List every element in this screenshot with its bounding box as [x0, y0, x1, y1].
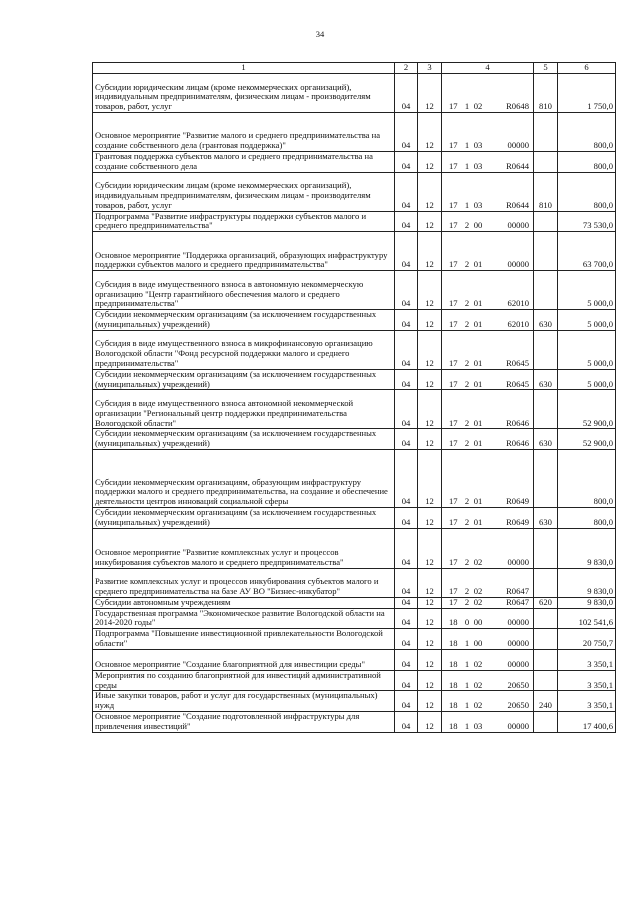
subsection-code-cell: 12: [418, 369, 442, 390]
target-article-part: 01: [473, 318, 483, 329]
target-article-part: R0646: [506, 438, 529, 449]
target-article-code: [444, 681, 531, 691]
row-name-cell: Субсидии автономным учреждениям: [93, 597, 395, 608]
target-article-part: 03: [473, 199, 483, 210]
amount-cell: 5 000,0: [558, 330, 616, 369]
target-article-part: 02: [473, 658, 483, 669]
section-code-cell: 04: [395, 670, 418, 691]
target-article-part: 00000: [507, 556, 529, 567]
target-article-part: 01: [473, 438, 483, 449]
row-name-cell: Основное мероприятие "Развитие комплексных услуг и процессов инкубирования субъектов малого и среднего предпринимательства": [93, 528, 395, 568]
subsection-code-cell: 12: [418, 528, 442, 568]
expense-type-cell: 810: [534, 172, 558, 211]
target-article-code: [444, 518, 531, 528]
row-name-cell: Субсидии юридическим лицам (кроме некоммерческих организаций), индивидуальным предпринимателям, физическим лицам - производителям товаров, работ, услуг: [93, 74, 395, 113]
expense-type-cell: 630: [534, 429, 558, 450]
subsection-code-cell: 12: [418, 507, 442, 528]
target-article-code: [444, 359, 531, 369]
section-code-cell: 04: [395, 507, 418, 528]
subsection-code-cell: 12: [418, 597, 442, 608]
table-row: [93, 390, 616, 429]
target-article-cell: [442, 528, 534, 568]
target-article-part: 18: [449, 658, 458, 669]
target-article-part: 01: [473, 516, 483, 527]
target-article-part: 17: [449, 199, 458, 210]
target-article-part: R0649: [506, 496, 529, 507]
target-article-code: [444, 102, 531, 112]
header-cell: 3: [418, 63, 442, 74]
target-article-part: 17: [449, 516, 458, 527]
target-article-code: [444, 660, 531, 670]
row-name-cell: Субсидии некоммерческим организациям (за исключением государственных (муниципальных) учреждений): [93, 507, 395, 528]
target-article-part: 2: [464, 318, 470, 329]
row-name-cell: Субсидия в виде имущественного взноса в автономную некоммерческую организацию "Центр гарантийного обеспечения малого и среднего предпринимательства": [93, 271, 395, 310]
target-article-part: 2: [464, 220, 470, 231]
subsection-code-cell: 12: [418, 608, 442, 629]
target-article-part: 18: [449, 679, 458, 690]
section-code-cell: 04: [395, 172, 418, 211]
subsection-code-cell: 12: [418, 649, 442, 670]
target-article-code: [444, 558, 531, 568]
row-name-cell: Иные закупки товаров, работ и услуг для государственных (муниципальных) нужд: [93, 691, 395, 712]
target-article-code: [444, 618, 531, 628]
target-article-cell: [442, 608, 534, 629]
target-article-part: 0: [464, 617, 470, 628]
expense-type-cell: [534, 711, 558, 732]
target-article-cell: [442, 429, 534, 450]
target-article-part: 1: [464, 637, 470, 648]
target-article-part: 03: [473, 720, 483, 731]
target-article-cell: [442, 232, 534, 271]
target-article-part: R0644: [506, 160, 529, 171]
row-name-cell: Основное мероприятие "Поддержка организаций, образующих инфраструктуру поддержки субъектов малого и среднего предпринимательства": [93, 232, 395, 271]
section-code-cell: 04: [395, 211, 418, 232]
target-article-part: 1: [464, 658, 470, 669]
expense-type-cell: 240: [534, 691, 558, 712]
target-article-cell: [442, 507, 534, 528]
target-article-part: 17: [449, 378, 458, 389]
amount-cell: 800,0: [558, 507, 616, 528]
amount-cell: 52 900,0: [558, 429, 616, 450]
row-name-cell: Государственная программа "Экономическое развитие Вологодской области на 2014-2020 годы": [93, 608, 395, 629]
section-code-cell: 04: [395, 232, 418, 271]
target-article-part: 00: [473, 637, 483, 648]
target-article-part: 62010: [507, 298, 529, 309]
target-article-code: [444, 299, 531, 309]
target-article-part: 01: [473, 417, 483, 428]
table-row: [93, 232, 616, 271]
amount-cell: 17 400,6: [558, 711, 616, 732]
target-article-code: [444, 221, 531, 231]
subsection-code-cell: 12: [418, 629, 442, 650]
target-article-part: 01: [473, 259, 483, 270]
table-row: [93, 271, 616, 310]
table-row: [93, 711, 616, 732]
target-article-cell: [442, 152, 534, 173]
target-article-part: 18: [449, 637, 458, 648]
target-article-part: 2: [464, 378, 470, 389]
target-article-code: [444, 162, 531, 172]
amount-cell: 5 000,0: [558, 271, 616, 310]
expense-type-cell: [534, 649, 558, 670]
target-article-code: [444, 701, 531, 711]
target-article-code: [444, 722, 531, 732]
amount-cell: 800,0: [558, 172, 616, 211]
target-article-part: R0644: [506, 199, 529, 210]
amount-cell: 800,0: [558, 449, 616, 507]
target-article-part: R0647: [506, 597, 529, 607]
amount-cell: 800,0: [558, 113, 616, 152]
section-code-cell: 04: [395, 691, 418, 712]
target-article-cell: [442, 597, 534, 608]
target-article-part: 02: [473, 101, 483, 112]
target-article-cell: [442, 369, 534, 390]
section-code-cell: 04: [395, 429, 418, 450]
target-article-part: 02: [473, 597, 483, 607]
target-article-part: 02: [473, 679, 483, 690]
target-article-part: 01: [473, 496, 483, 507]
header-cell: 2: [395, 63, 418, 74]
subsection-code-cell: 12: [418, 232, 442, 271]
section-code-cell: 04: [395, 152, 418, 173]
section-code-cell: 04: [395, 271, 418, 310]
target-article-part: 1: [464, 140, 470, 151]
table-row: [93, 528, 616, 568]
target-article-cell: [442, 629, 534, 650]
expense-type-cell: [534, 629, 558, 650]
target-article-part: 2: [464, 556, 470, 567]
target-article-part: 1: [464, 199, 470, 210]
header-cell: 6: [558, 63, 616, 74]
expense-type-cell: [534, 152, 558, 173]
target-article-part: 17: [449, 220, 458, 231]
target-article-part: 00000: [507, 259, 529, 270]
target-article-part: 18: [449, 617, 458, 628]
subsection-code-cell: 12: [418, 113, 442, 152]
target-article-part: 00000: [507, 658, 529, 669]
target-article-cell: [442, 310, 534, 331]
expense-type-cell: [534, 390, 558, 429]
target-article-part: 17: [449, 318, 458, 329]
target-article-part: 2: [464, 417, 470, 428]
target-article-part: 17: [449, 140, 458, 151]
row-name-cell: Основное мероприятие "Создание благоприятной для инвестиции среды": [93, 649, 395, 670]
target-article-part: 17: [449, 597, 458, 607]
target-article-cell: [442, 670, 534, 691]
target-article-part: 2: [464, 597, 470, 607]
target-article-part: 2: [464, 438, 470, 449]
target-article-part: 2: [464, 585, 470, 596]
amount-cell: 1 750,0: [558, 74, 616, 113]
amount-cell: 9 830,0: [558, 597, 616, 608]
row-name-cell: Субсидии некоммерческим организациям (за исключением государственных (муниципальных) учреждений): [93, 429, 395, 450]
target-article-cell: [442, 271, 534, 310]
expense-type-cell: [534, 271, 558, 310]
section-code-cell: 04: [395, 528, 418, 568]
expense-type-cell: [534, 330, 558, 369]
expense-type-cell: [534, 113, 558, 152]
subsection-code-cell: 12: [418, 429, 442, 450]
subsection-code-cell: 12: [418, 711, 442, 732]
amount-cell: 9 830,0: [558, 528, 616, 568]
subsection-code-cell: 12: [418, 74, 442, 113]
target-article-part: 02: [473, 556, 483, 567]
target-article-part: 01: [473, 357, 483, 368]
row-name-cell: Развитие комплексных услуг и процессов инкубирования субъектов малого и среднего предпринимательства на базе АУ ВО "Бизнес-инкубатор": [93, 568, 395, 597]
table-row: [93, 429, 616, 450]
row-name-cell: Субсидия в виде имущественного взноса автономной некоммерческой организации "Региональный центр поддержки предпринимательства Вологодской области": [93, 390, 395, 429]
target-article-part: R0646: [506, 417, 529, 428]
target-article-part: 2: [464, 259, 470, 270]
target-article-part: 17: [449, 496, 458, 507]
target-article-part: R0645: [506, 378, 529, 389]
row-name-cell: Основное мероприятие "Развитие малого и среднего предпринимательства на создание собственного дела (грантовая поддержка)": [93, 113, 395, 152]
subsection-code-cell: 12: [418, 152, 442, 173]
subsection-code-cell: 12: [418, 330, 442, 369]
target-article-cell: [442, 113, 534, 152]
subsection-code-cell: 12: [418, 172, 442, 211]
row-name-cell: Мероприятия по созданию благоприятной для инвестиций административной среды: [93, 670, 395, 691]
target-article-part: R0645: [506, 357, 529, 368]
target-article-code: [444, 497, 531, 507]
target-article-part: 17: [449, 438, 458, 449]
budget-table: [92, 62, 616, 733]
subsection-code-cell: 12: [418, 211, 442, 232]
section-code-cell: 04: [395, 568, 418, 597]
target-article-cell: [442, 568, 534, 597]
subsection-code-cell: 12: [418, 449, 442, 507]
target-article-code: [444, 587, 531, 597]
target-article-code: [444, 598, 531, 608]
target-article-part: 00000: [507, 720, 529, 731]
table-header-row: [93, 63, 616, 74]
table-row: [93, 113, 616, 152]
row-name-cell: Основное мероприятие "Создание подготовленной инфраструктуры для привлечения инвестиций": [93, 711, 395, 732]
target-article-code: [444, 419, 531, 429]
table-row: [93, 649, 616, 670]
target-article-part: 17: [449, 417, 458, 428]
target-article-part: 1: [464, 679, 470, 690]
section-code-cell: 04: [395, 369, 418, 390]
target-article-part: 03: [473, 140, 483, 151]
amount-cell: 63 700,0: [558, 232, 616, 271]
target-article-part: 00000: [507, 637, 529, 648]
expense-type-cell: [534, 670, 558, 691]
table-row: [93, 172, 616, 211]
target-article-cell: [442, 449, 534, 507]
expense-type-cell: [534, 211, 558, 232]
table-row: [93, 597, 616, 608]
target-article-part: 00000: [507, 140, 529, 151]
subsection-code-cell: 12: [418, 310, 442, 331]
target-article-cell: [442, 74, 534, 113]
target-article-part: R0649: [506, 516, 529, 527]
section-code-cell: 04: [395, 330, 418, 369]
amount-cell: 3 350,1: [558, 670, 616, 691]
amount-cell: 5 000,0: [558, 369, 616, 390]
header-cell: 5: [534, 63, 558, 74]
target-article-part: 1: [464, 720, 470, 731]
amount-cell: 52 900,0: [558, 390, 616, 429]
expense-type-cell: [534, 528, 558, 568]
row-name-cell: Грантовая поддержка субъектов малого и среднего предпринимательства на создание собственного дела: [93, 152, 395, 173]
target-article-cell: [442, 390, 534, 429]
target-article-part: 01: [473, 298, 483, 309]
amount-cell: 102 541,6: [558, 608, 616, 629]
amount-cell: 73 530,0: [558, 211, 616, 232]
target-article-part: 18: [449, 720, 458, 731]
expense-type-cell: 810: [534, 74, 558, 113]
table-row: [93, 670, 616, 691]
target-article-part: 1: [464, 160, 470, 171]
expense-type-cell: 630: [534, 507, 558, 528]
amount-cell: 3 350,1: [558, 691, 616, 712]
header-cell: 4: [442, 63, 534, 74]
target-article-code: [444, 201, 531, 211]
row-name-cell: Субсидии некоммерческим организациям, образующим инфраструктуру поддержки малого и среднего предпринимательства, на создание и обеспечение деятельности центров инноваций социальной сферы: [93, 449, 395, 507]
table-row: [93, 74, 616, 113]
amount-cell: 9 830,0: [558, 568, 616, 597]
target-article-part: 62010: [507, 318, 529, 329]
expense-type-cell: 630: [534, 369, 558, 390]
target-article-cell: [442, 649, 534, 670]
section-code-cell: 04: [395, 310, 418, 331]
section-code-cell: 04: [395, 449, 418, 507]
table-row: [93, 310, 616, 331]
subsection-code-cell: 12: [418, 271, 442, 310]
target-article-code: [444, 260, 531, 270]
table-row: [93, 608, 616, 629]
row-name-cell: Субсидии некоммерческим организациям (за исключением государственных (муниципальных) учреждений): [93, 310, 395, 331]
expense-type-cell: [534, 232, 558, 271]
subsection-code-cell: 12: [418, 670, 442, 691]
section-code-cell: 04: [395, 711, 418, 732]
target-article-part: 17: [449, 101, 458, 112]
row-name-cell: Субсидия в виде имущественного взноса в микрофинансовую организацию Вологодской области "Фонд ресурсной поддержки малого и среднего предпринимательства": [93, 330, 395, 369]
amount-cell: 20 750,7: [558, 629, 616, 650]
target-article-part: 2: [464, 496, 470, 507]
target-article-code: [444, 439, 531, 449]
target-article-part: 17: [449, 357, 458, 368]
target-article-cell: [442, 711, 534, 732]
target-article-part: 00000: [507, 617, 529, 628]
amount-cell: 5 000,0: [558, 310, 616, 331]
target-article-part: 1: [464, 101, 470, 112]
section-code-cell: 04: [395, 74, 418, 113]
target-article-code: [444, 380, 531, 390]
table-row: [93, 369, 616, 390]
expense-type-cell: [534, 608, 558, 629]
table-row: [93, 691, 616, 712]
target-article-part: 20650: [507, 700, 529, 711]
target-article-part: 17: [449, 298, 458, 309]
target-article-part: 03: [473, 160, 483, 171]
target-article-part: R0647: [506, 585, 529, 596]
expense-type-cell: [534, 449, 558, 507]
target-article-part: 1: [464, 700, 470, 711]
table-row: [93, 152, 616, 173]
header-cell: 1: [93, 63, 395, 74]
target-article-part: 01: [473, 378, 483, 389]
amount-cell: 3 350,1: [558, 649, 616, 670]
target-article-part: 00: [473, 220, 483, 231]
section-code-cell: 04: [395, 113, 418, 152]
target-article-part: 17: [449, 556, 458, 567]
target-article-cell: [442, 172, 534, 211]
expense-type-cell: 630: [534, 310, 558, 331]
target-article-part: 17: [449, 585, 458, 596]
target-article-cell: [442, 330, 534, 369]
subsection-code-cell: 12: [418, 390, 442, 429]
target-article-code: [444, 141, 531, 151]
section-code-cell: 04: [395, 649, 418, 670]
section-code-cell: 04: [395, 608, 418, 629]
row-name-cell: Субсидии некоммерческим организациям (за исключением государственных (муниципальных) учреждений): [93, 369, 395, 390]
target-article-part: 18: [449, 700, 458, 711]
target-article-part: 02: [473, 700, 483, 711]
section-code-cell: 04: [395, 390, 418, 429]
table-row: [93, 449, 616, 507]
target-article-part: 02: [473, 585, 483, 596]
expense-type-cell: [534, 568, 558, 597]
table-row: [93, 629, 616, 650]
target-article-cell: [442, 211, 534, 232]
target-article-part: 00: [473, 617, 483, 628]
target-article-part: 2: [464, 298, 470, 309]
target-article-code: [444, 639, 531, 649]
target-article-code: [444, 320, 531, 330]
subsection-code-cell: 12: [418, 568, 442, 597]
target-article-part: 17: [449, 160, 458, 171]
target-article-part: 2: [464, 516, 470, 527]
target-article-part: 2: [464, 357, 470, 368]
amount-cell: 800,0: [558, 152, 616, 173]
section-code-cell: 04: [395, 629, 418, 650]
subsection-code-cell: 12: [418, 691, 442, 712]
table-row: [93, 211, 616, 232]
row-name-cell: Подпрограмма "Развитие инфраструктуры поддержки субъектов малого и среднего предпринимательства": [93, 211, 395, 232]
row-name-cell: Подпрограмма "Повышение инвестиционной привлекательности Вологодской области": [93, 629, 395, 650]
page-number: 34: [315, 29, 325, 39]
table-row: [93, 330, 616, 369]
target-article-part: R0648: [506, 101, 529, 112]
table-row: [93, 568, 616, 597]
row-name-cell: Субсидии юридическим лицам (кроме некоммерческих организаций), индивидуальным предпринимателям, физическим лицам - производителям товаров, работ, услуг: [93, 172, 395, 211]
target-article-cell: [442, 691, 534, 712]
target-article-part: 20650: [507, 679, 529, 690]
target-article-part: 00000: [507, 220, 529, 231]
section-code-cell: 04: [395, 597, 418, 608]
target-article-part: 17: [449, 259, 458, 270]
expense-type-cell: 620: [534, 597, 558, 608]
table-row: [93, 507, 616, 528]
